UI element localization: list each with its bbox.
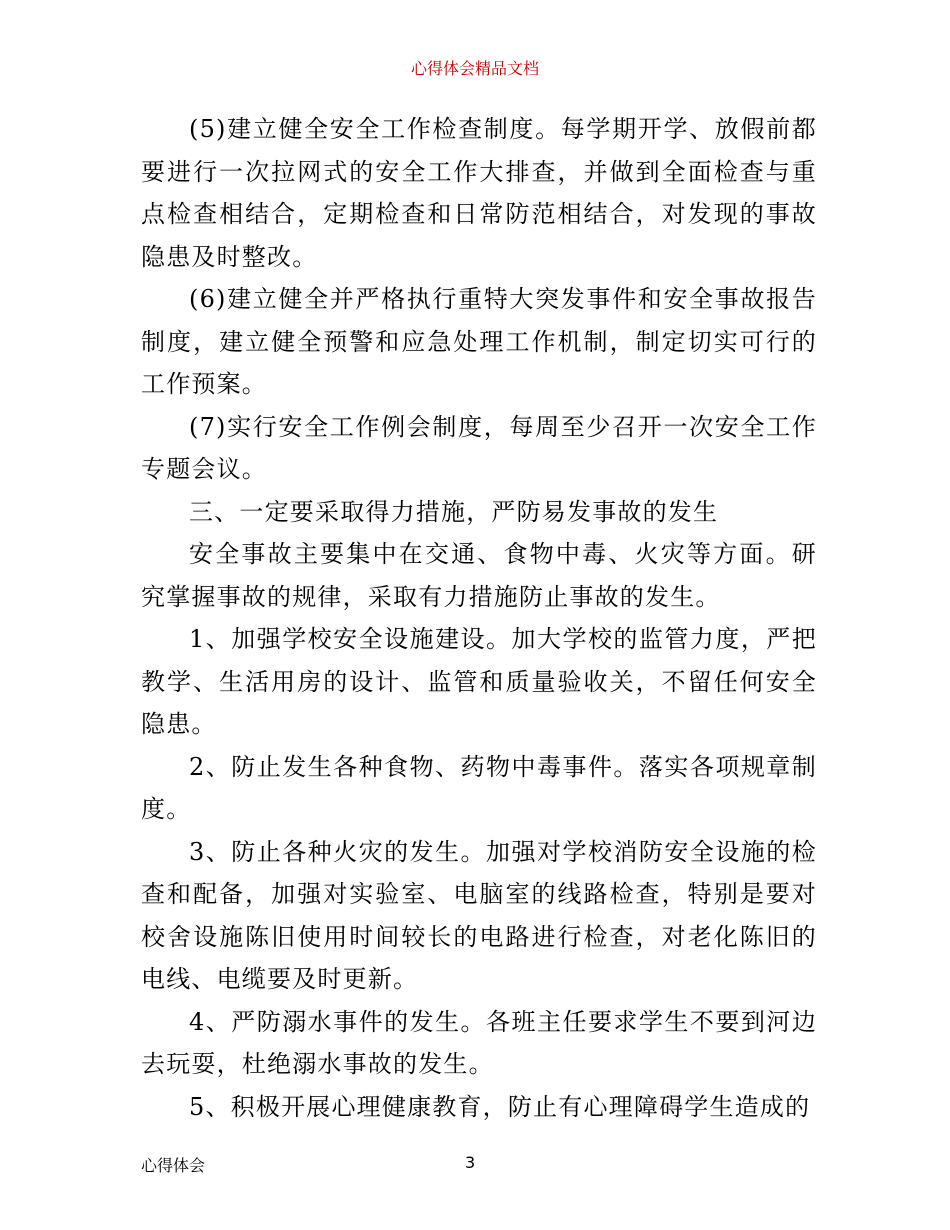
document-body	[141, 108, 817, 1128]
footer-label: 心得体会	[141, 1156, 206, 1175]
paragraph-point-3: 3、防止各种火灾的发生。加强对学校消防安全设施的检查和配备，加强对实验室、电脑室的线路检查，特别是要对校舍设施陈旧使用时间较长的电路进行检查，对老化陈旧的电线、电缆要及时更新。	[141, 837, 817, 993]
paragraph-item-7: (7)实行安全工作例会制度，每周至少召开一次安全工作专题会议。	[141, 412, 817, 483]
page-number: 3	[465, 1153, 476, 1172]
paragraph-intro: 安全事故主要集中在交通、食物中毒、火灾等方面。研究掌握事故的规律，采取有力措施防止事故的发生。	[141, 540, 817, 611]
document-header-title: 心得体会精品文档	[410, 59, 539, 78]
paragraph-point-1: 1、加强学校安全设施建设。加大学校的监管力度，严把教学、生活用房的设计、监管和质量验收关，不留任何安全隐患。	[141, 625, 817, 738]
paragraph-item-5: (5)建立健全安全工作检查制度。每学期开学、放假前都要进行一次拉网式的安全工作大排查，并做到全面检查与重点检查相结合，定期检查和日常防范相结合，对发现的事故隐患及时整改。	[141, 115, 817, 271]
paragraph-point-5: 5、积极开展心理健康教育，防止有心理障碍学生造成的	[189, 1092, 811, 1121]
paragraph-item-6: (6)建立健全并严格执行重特大突发事件和安全事故报告制度，建立健全预警和应急处理工作机制，制定切实可行的工作预案。	[141, 285, 817, 398]
section-heading-three: 三、一定要采取得力措施，严防易发事故的发生	[189, 497, 719, 526]
paragraph-point-2: 2、防止发生各种食物、药物中毒事件。落实各项规章制度。	[141, 752, 817, 823]
paragraph-point-4: 4、严防溺水事件的发生。各班主任要求学生不要到河边去玩耍，杜绝溺水事故的发生。	[141, 1007, 817, 1078]
